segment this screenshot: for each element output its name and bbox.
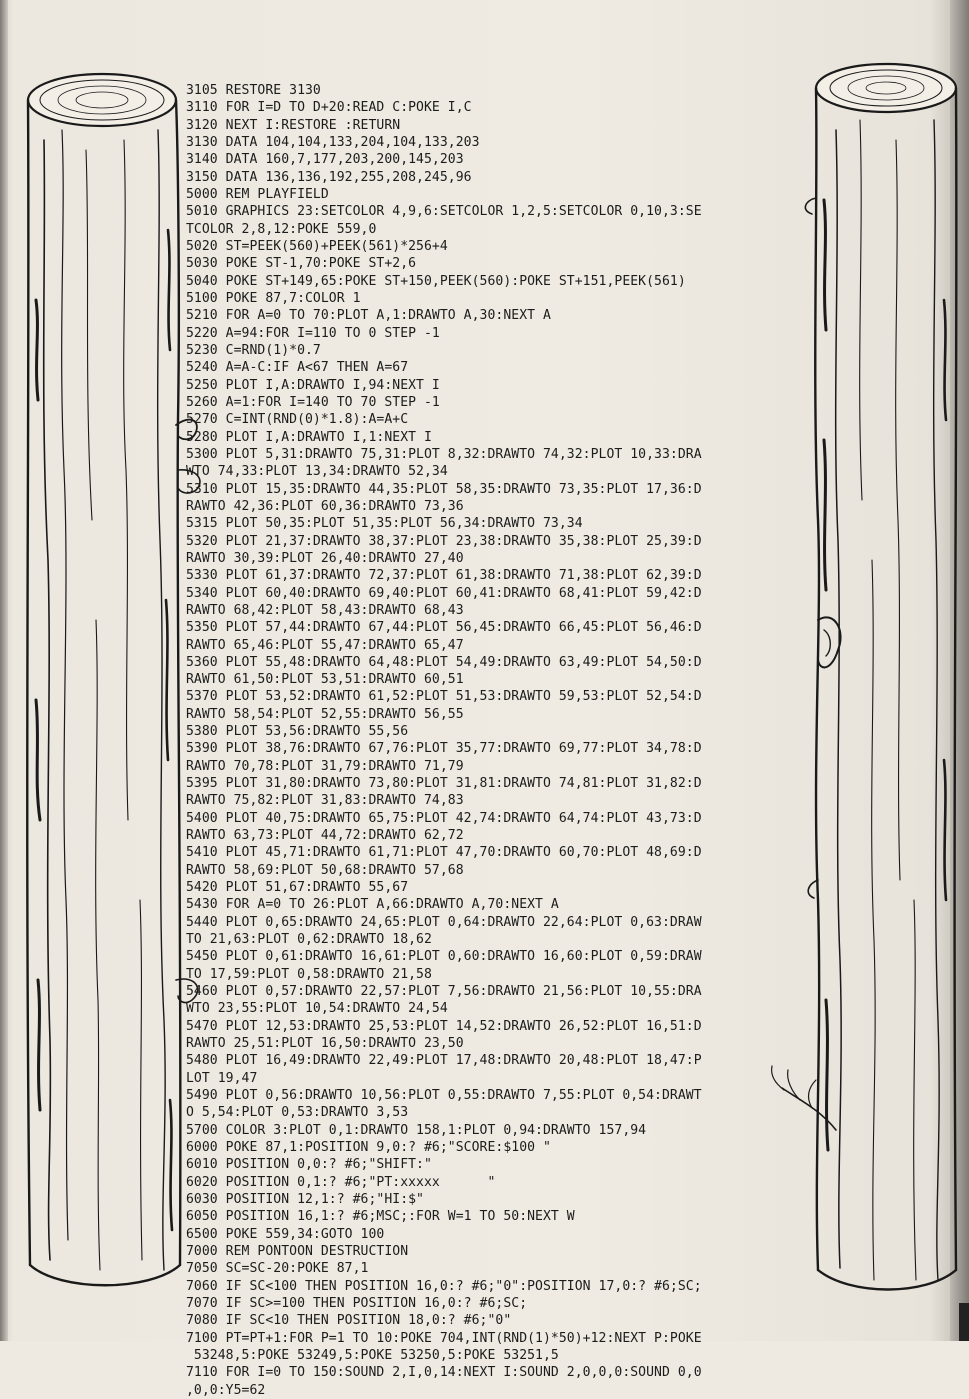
code-line: 5320 PLOT 21,37:DRAWTO 38,37:PLOT 23,38:DRAWTO 35,38:PLOT 25,39:D <box>186 533 702 549</box>
code-line: 5360 PLOT 55,48:DRAWTO 64,48:PLOT 54,49:DRAWTO 63,49:PLOT 54,50:D <box>186 654 702 670</box>
code-line: RAWTO 65,46:PLOT 55,47:DRAWTO 65,47 <box>186 637 464 653</box>
code-line: 5450 PLOT 0,61:DRAWTO 16,61:PLOT 0,60:DRAWTO 16,60:PLOT 0,59:DRAW <box>186 949 702 965</box>
code-line: 3150 DATA 136,136,192,255,208,245,96 <box>186 169 472 185</box>
page-tab-marker <box>959 1303 969 1341</box>
code-line: 5400 PLOT 40,75:DRAWTO 65,75:PLOT 42,74:DRAWTO 64,74:PLOT 43,73:D <box>186 810 702 826</box>
code-line: 7060 IF SC<100 THEN POSITION 16,0:? #6;"0":POSITION 17,0:? #6;SC; <box>186 1278 702 1294</box>
code-line: 5230 C=RND(1)*0.7 <box>186 342 321 358</box>
code-line: RAWTO 63,73:PLOT 44,72:DRAWTO 62,72 <box>186 828 464 844</box>
code-line: 5350 PLOT 57,44:DRAWTO 67,44:PLOT 56,45:DRAWTO 66,45:PLOT 56,46:D <box>186 620 702 636</box>
code-line: 7050 SC=SC-20:POKE 87,1 <box>186 1261 369 1277</box>
code-line: RAWTO 61,50:PLOT 53,51:DRAWTO 60,51 <box>186 672 464 688</box>
code-line: RAWTO 75,82:PLOT 31,83:DRAWTO 74,83 <box>186 793 464 809</box>
code-line: 5490 PLOT 0,56:DRAWTO 10,56:PLOT 0,55:DRAWTO 7,55:PLOT 0,54:DRAWT <box>186 1088 702 1104</box>
code-line: 5480 PLOT 16,49:DRAWTO 22,49:PLOT 17,48:DRAWTO 20,48:PLOT 18,47:P <box>186 1053 702 1069</box>
code-line: 3140 DATA 160,7,177,203,200,145,203 <box>186 152 464 168</box>
code-line: 6050 POSITION 16,1:? #6;MSC;:FOR W=1 TO 50:NEXT W <box>186 1209 575 1225</box>
code-line: TO 17,59:PLOT 0,58:DRAWTO 21,58 <box>186 966 432 982</box>
code-line: RAWTO 68,42:PLOT 58,43:DRAWTO 68,43 <box>186 602 464 618</box>
code-line: 5390 PLOT 38,76:DRAWTO 67,76:PLOT 35,77:DRAWTO 69,77:PLOT 34,78:D <box>186 741 702 757</box>
code-line: 5430 FOR A=0 TO 26:PLOT A,66:DRAWTO A,70:NEXT A <box>186 897 559 913</box>
code-line: RAWTO 25,51:PLOT 16,50:DRAWTO 23,50 <box>186 1036 464 1052</box>
code-line: 3110 FOR I=D TO D+20:READ C:POKE I,C <box>186 100 472 116</box>
code-line: O 5,54:PLOT 0,53:DRAWTO 3,53 <box>186 1105 409 1121</box>
code-line: 5410 PLOT 45,71:DRAWTO 61,71:PLOT 47,70:DRAWTO 60,70:PLOT 48,69:D <box>186 845 702 861</box>
code-line: 7000 REM PONTOON DESTRUCTION <box>186 1243 409 1259</box>
code-line: 53248,5:POKE 53249,5:POKE 53250,5:POKE 53251,5 <box>186 1347 559 1363</box>
code-line: WTO 23,55:PLOT 10,54:DRAWTO 24,54 <box>186 1001 448 1017</box>
code-line: 5240 A=A-C:IF A<67 THEN A=67 <box>186 360 409 376</box>
code-line: 5280 PLOT I,A:DRAWTO I,1:NEXT I <box>186 429 432 445</box>
code-line: WTO 74,33:PLOT 13,34:DRAWTO 52,34 <box>186 464 448 480</box>
code-line: 3120 NEXT I:RESTORE :RETURN <box>186 117 401 133</box>
code-line: 5000 REM PLAYFIELD <box>186 186 329 202</box>
code-line: 3105 RESTORE 3130 <box>186 83 321 98</box>
basic-program-listing <box>186 82 806 1399</box>
code-line: 6020 POSITION 0,1:? #6;"PT:xxxxx " <box>186 1174 496 1190</box>
code-line: RAWTO 70,78:PLOT 31,79:DRAWTO 71,79 <box>186 758 464 774</box>
code-line: 5340 PLOT 60,40:DRAWTO 69,40:PLOT 60,41:DRAWTO 68,41:PLOT 59,42:D <box>186 585 702 601</box>
code-line: 5250 PLOT I,A:DRAWTO I,94:NEXT I <box>186 377 440 393</box>
code-line: RAWTO 58,69:PLOT 50,68:DRAWTO 57,68 <box>186 862 464 878</box>
code-line: 5030 POKE ST-1,70:POKE ST+2,6 <box>186 256 417 272</box>
code-line: 6010 POSITION 0,0:? #6;"SHIFT:" <box>186 1157 432 1173</box>
code-line: 6500 POKE 559,34:GOTO 100 <box>186 1226 385 1242</box>
code-line: 5420 PLOT 51,67:DRAWTO 55,67 <box>186 880 409 896</box>
code-line: RAWTO 58,54:PLOT 52,55:DRAWTO 56,55 <box>186 706 464 722</box>
code-line: 3130 DATA 104,104,133,204,104,133,203 <box>186 134 480 150</box>
code-line: 5440 PLOT 0,65:DRAWTO 24,65:PLOT 0,64:DRAWTO 22,64:PLOT 0,63:DRAW <box>186 914 702 930</box>
code-line: RAWTO 42,36:PLOT 60,36:DRAWTO 73,36 <box>186 498 464 514</box>
code-line: 5020 ST=PEEK(560)+PEEK(561)*256+4 <box>186 238 448 254</box>
code-line: 5310 PLOT 15,35:DRAWTO 44,35:PLOT 58,35:DRAWTO 73,35:PLOT 17,36:D <box>186 481 702 497</box>
code-line: LOT 19,47 <box>186 1070 258 1086</box>
code-line: 5300 PLOT 5,31:DRAWTO 75,31:PLOT 8,32:DRAWTO 74,32:PLOT 10,33:DRA <box>186 446 702 462</box>
code-line: 5370 PLOT 53,52:DRAWTO 61,52:PLOT 51,53:DRAWTO 59,53:PLOT 52,54:D <box>186 689 702 705</box>
code-line: 5470 PLOT 12,53:DRAWTO 25,53:PLOT 14,52:DRAWTO 26,52:PLOT 16,51:D <box>186 1018 702 1034</box>
code-line: TCOLOR 2,8,12:POKE 559,0 <box>186 221 377 237</box>
code-line: 7100 PT=PT+1:FOR P=1 TO 10:POKE 704,INT(RND(1)*50)+12:NEXT P:POKE <box>186 1330 702 1346</box>
code-line: TO 21,63:PLOT 0,62:DRAWTO 18,62 <box>186 932 432 948</box>
code-line: 5315 PLOT 50,35:PLOT 51,35:PLOT 56,34:DRAWTO 73,34 <box>186 516 583 532</box>
code-line: 5100 POKE 87,7:COLOR 1 <box>186 290 361 306</box>
code-line: 6000 POKE 87,1:POSITION 9,0:? #6;"SCORE:$100 " <box>186 1140 551 1156</box>
code-line: 5260 A=1:FOR I=140 TO 70 STEP -1 <box>186 394 440 410</box>
code-line: 5220 A=94:FOR I=110 TO 0 STEP -1 <box>186 325 440 341</box>
code-line: 7080 IF SC<10 THEN POSITION 18,0:? #6;"0" <box>186 1313 512 1329</box>
code-line: 5700 COLOR 3:PLOT 0,1:DRAWTO 158,1:PLOT 0,94:DRAWTO 157,94 <box>186 1122 647 1138</box>
code-line: 5330 PLOT 61,37:DRAWTO 72,37:PLOT 61,38:DRAWTO 71,38:PLOT 62,39:D <box>186 568 702 584</box>
code-line: 5380 PLOT 53,56:DRAWTO 55,56 <box>186 724 409 740</box>
code-line: 5210 FOR A=0 TO 70:PLOT A,1:DRAWTO A,30:NEXT A <box>186 308 551 324</box>
code-line: ,0,0:Y5=62 <box>186 1382 266 1398</box>
code-line: 5395 PLOT 31,80:DRAWTO 73,80:PLOT 31,81:DRAWTO 74,81:PLOT 31,82:D <box>186 776 702 792</box>
code-line: 6030 POSITION 12,1:? #6;"HI:$" <box>186 1192 424 1207</box>
code-line: 5040 POKE ST+149,65:POKE ST+150,PEEK(560):POKE ST+151,PEEK(561) <box>186 273 686 289</box>
code-line: 5010 GRAPHICS 23:SETCOLOR 4,9,6:SETCOLOR 1,2,5:SETCOLOR 0,10,3:SE <box>186 204 702 220</box>
code-line: 7110 FOR I=0 TO 150:SOUND 2,I,0,14:NEXT I:SOUND 2,0,0,0:SOUND 0,0 <box>186 1365 702 1381</box>
code-line: 5460 PLOT 0,57:DRAWTO 22,57:PLOT 7,56:DRAWTO 21,56:PLOT 10,55:DRA <box>186 984 702 1000</box>
code-line: 5270 C=INT(RND(0)*1.8):A=A+C <box>186 412 409 428</box>
code-line: 7070 IF SC>=100 THEN POSITION 16,0:? #6;SC; <box>186 1295 528 1311</box>
code-line: RAWTO 30,39:PLOT 26,40:DRAWTO 27,40 <box>186 550 464 566</box>
